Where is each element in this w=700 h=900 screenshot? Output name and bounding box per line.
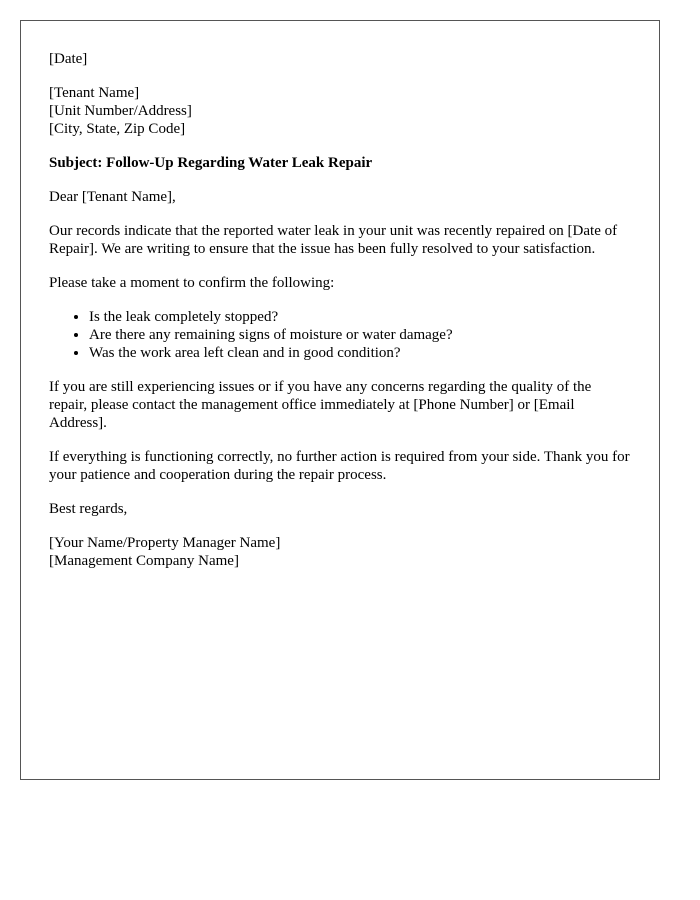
signature-block — [49, 534, 631, 570]
recipient-name: [Tenant Name] — [49, 85, 140, 101]
letter-closing: Best regards, — [49, 501, 128, 517]
checklist-item: • Was the work area left clean and in good condition? — [89, 344, 631, 362]
letter-salutation: Dear [Tenant Name], — [49, 189, 176, 205]
signature-name: [Your Name/Property Manager Name] — [49, 535, 281, 551]
body-paragraph-thanks: If everything is functioning correctly, no further action is required from your side. Thank you for your patience and cooperation during the repair process. — [49, 449, 630, 483]
recipient-city: [City, State, Zip Code] — [49, 121, 186, 137]
confirmation-checklist — [49, 308, 631, 362]
checklist-item: • Is the leak completely stopped? — [89, 308, 631, 326]
signature-company: [Management Company Name] — [49, 553, 239, 569]
body-paragraph-contact: If you are still experiencing issues or if you have any concerns regarding the quality of the repair, please contact the management office immediately at [Phone Number] or [Email Address]. — [49, 379, 592, 431]
body-paragraph-repair-notice: Our records indicate that the reported water leak in your unit was recently repaired on [Date of Repair]. We are writing to ensure that the issue has been fully resolved to your satisfaction. — [49, 223, 618, 257]
letter-subject: Subject: Follow-Up Regarding Water Leak Repair — [49, 155, 373, 171]
recipient-unit: [Unit Number/Address] — [49, 103, 192, 119]
body-paragraph-confirm-intro: Please take a moment to confirm the following: — [49, 275, 335, 291]
recipient-address-block — [49, 84, 631, 138]
letter-date: [Date] — [49, 51, 88, 67]
checklist-item: • Are there any remaining signs of moisture or water damage? — [89, 326, 631, 344]
letter-document — [20, 20, 660, 780]
